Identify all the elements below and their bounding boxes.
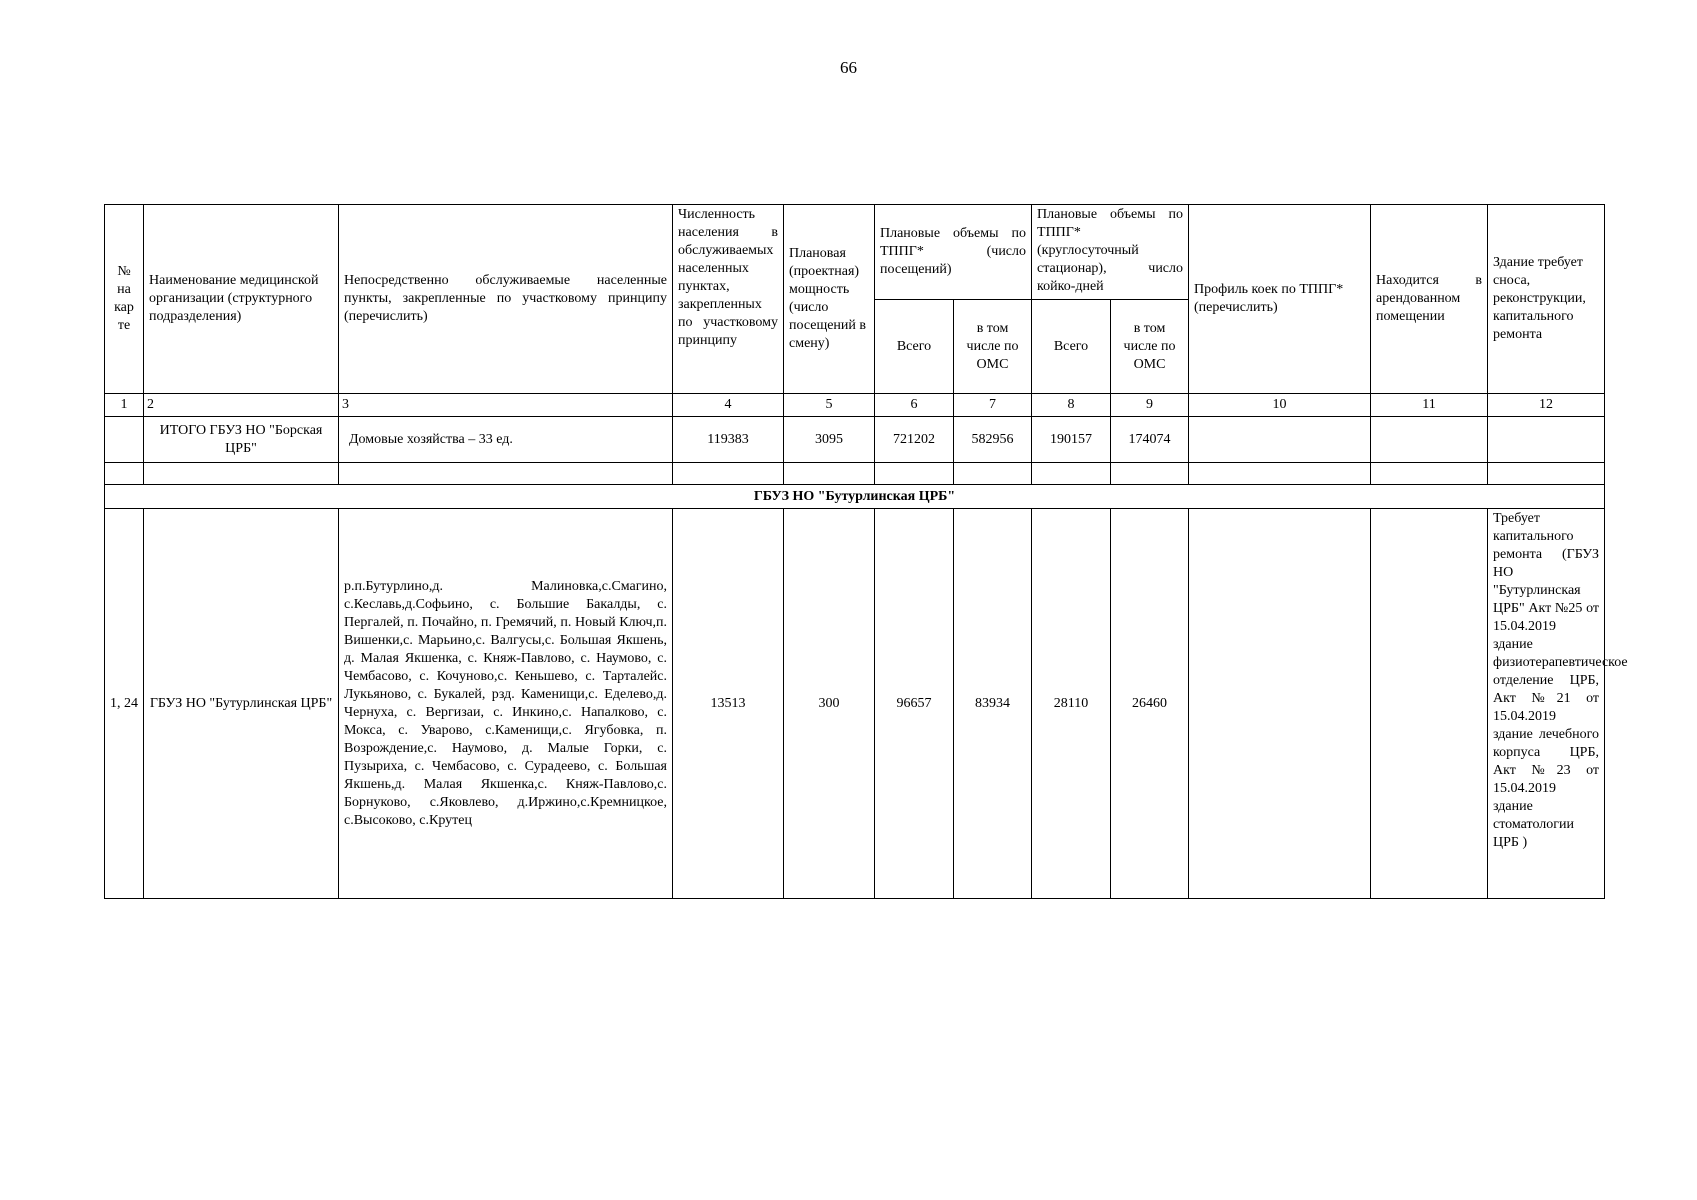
- total-bed-days-oms: 174074: [1111, 417, 1189, 463]
- col-number: 4: [673, 394, 784, 417]
- col-number: 10: [1189, 394, 1371, 417]
- row-visits-total: 96657: [875, 509, 954, 899]
- col-number: 9: [1111, 394, 1189, 417]
- column-number-row: [105, 394, 1605, 417]
- total-name: ИТОГО ГБУЗ НО "Борская ЦРБ": [144, 417, 339, 463]
- col-number: 7: [954, 394, 1032, 417]
- table-row: [105, 509, 1605, 899]
- header-oms-beds: в том числе по ОМС: [1111, 300, 1189, 394]
- header-col67: Плановые объемы по ТППГ* (число посещений): [875, 205, 1032, 300]
- header-col89: Плановые объемы по ТППГ* (круглосуточный стационар), число койко-дней: [1032, 205, 1189, 300]
- header-col3: Непосредственно обслуживаемые населенные пункты, закрепленные по участковому принципу (перечислить): [339, 205, 673, 394]
- header-col12: Здание требует сноса, реконструкции, капитального ремонта: [1488, 205, 1605, 394]
- header-vsego-visits: Всего: [875, 300, 954, 394]
- row-number: 1, 24: [105, 509, 144, 899]
- row-bed-days-oms: 26460: [1111, 509, 1189, 899]
- header-col10: Профиль коек по ТППГ* (перечислить): [1189, 205, 1371, 394]
- section-row: [105, 485, 1605, 509]
- col-number: 6: [875, 394, 954, 417]
- header-vsego-beds: Всего: [1032, 300, 1111, 394]
- col-number: 11: [1371, 394, 1488, 417]
- total-row: [105, 417, 1605, 463]
- row-population: 13513: [673, 509, 784, 899]
- total-visits-total: 721202: [875, 417, 954, 463]
- total-capacity: 3095: [784, 417, 875, 463]
- row-visits-oms: 83934: [954, 509, 1032, 899]
- header-oms-visits: в том числе по ОМС: [954, 300, 1032, 394]
- col-number: 2: [144, 394, 339, 417]
- row-settlements: р.п.Бутурлино,д. Малиновка,с.Смагино, с.Кеславь,д.Софьино, с. Большие Бакалды, с. Пергалей, п. Почайно, п. Гремячий, п. Новый Ключ,п. Вишенки,с. Марьино,с. Валгусы,с. Большая Якшень, д. Малая Якшенка, с. Княж-Павлово, с. Наумово, с. Чембасово, с. Кочуново,с. Кеньшево, с. Тарталейс. Лукьяново, с. Букалей, рзд. Каменищи,с. Еделево,д. Чернуха, с. Вергизаи, с. Инкино,с. Напалково, с. Мокса, с. Уварово, с.Каменищи,с. Ягубовка, п. Возрождение,с. Наумово, д. Малые Горки, с. Пузыриха, с. Чембасово, с. Сурадеево, с. Большая Якшень,д. Малая Якшенка,с. Княж-Павлово,с. Борнуково, с.Яковлево, д.Иржино,с.Кремницкое, с.Высоково, с.Крутец: [339, 509, 673, 899]
- row-name: ГБУЗ НО "Бутурлинская ЦРБ": [144, 509, 339, 899]
- header-col5: Плановая (проектная) мощность (число посещений в смену): [784, 205, 875, 394]
- hospital-table: [104, 204, 1628, 899]
- header-col1: № на кар те: [105, 205, 144, 394]
- col-number: 1: [105, 394, 144, 417]
- row-bed-days-total: 28110: [1032, 509, 1111, 899]
- page-number: 66: [840, 58, 857, 77]
- row-capacity: 300: [784, 509, 875, 899]
- total-visits-oms: 582956: [954, 417, 1032, 463]
- col-number: 3: [339, 394, 673, 417]
- row-repair: Требует капитального ремонта (ГБУЗ НО "Бутурлинская ЦРБ" Акт №25 от 15.04.2019 здание физиотерапевтическое отделение ЦРБ, Акт №21 от 15.04.2019 здание лечебного корпуса ЦРБ, Акт №23 от 15.04.2019 здание стоматологии ЦРБ ): [1488, 509, 1605, 899]
- col-number: 12: [1488, 394, 1605, 417]
- header-col11: Находится в арендованном помещении: [1371, 205, 1488, 394]
- col-number: 5: [784, 394, 875, 417]
- total-population: 119383: [673, 417, 784, 463]
- header-col4: Численность населения в обслуживаемых населенных пунктах, закрепленных по участковому принципу: [673, 205, 784, 394]
- total-bed-days-total: 190157: [1032, 417, 1111, 463]
- empty-row: [105, 463, 1605, 485]
- total-settlements: Домовые хозяйства – 33 ед.: [339, 417, 673, 463]
- col-number: 8: [1032, 394, 1111, 417]
- header-col2: Наименование медицинской организации (структурного подразделения): [144, 205, 339, 394]
- section-title: ГБУЗ НО "Бутурлинская ЦРБ": [105, 485, 1605, 509]
